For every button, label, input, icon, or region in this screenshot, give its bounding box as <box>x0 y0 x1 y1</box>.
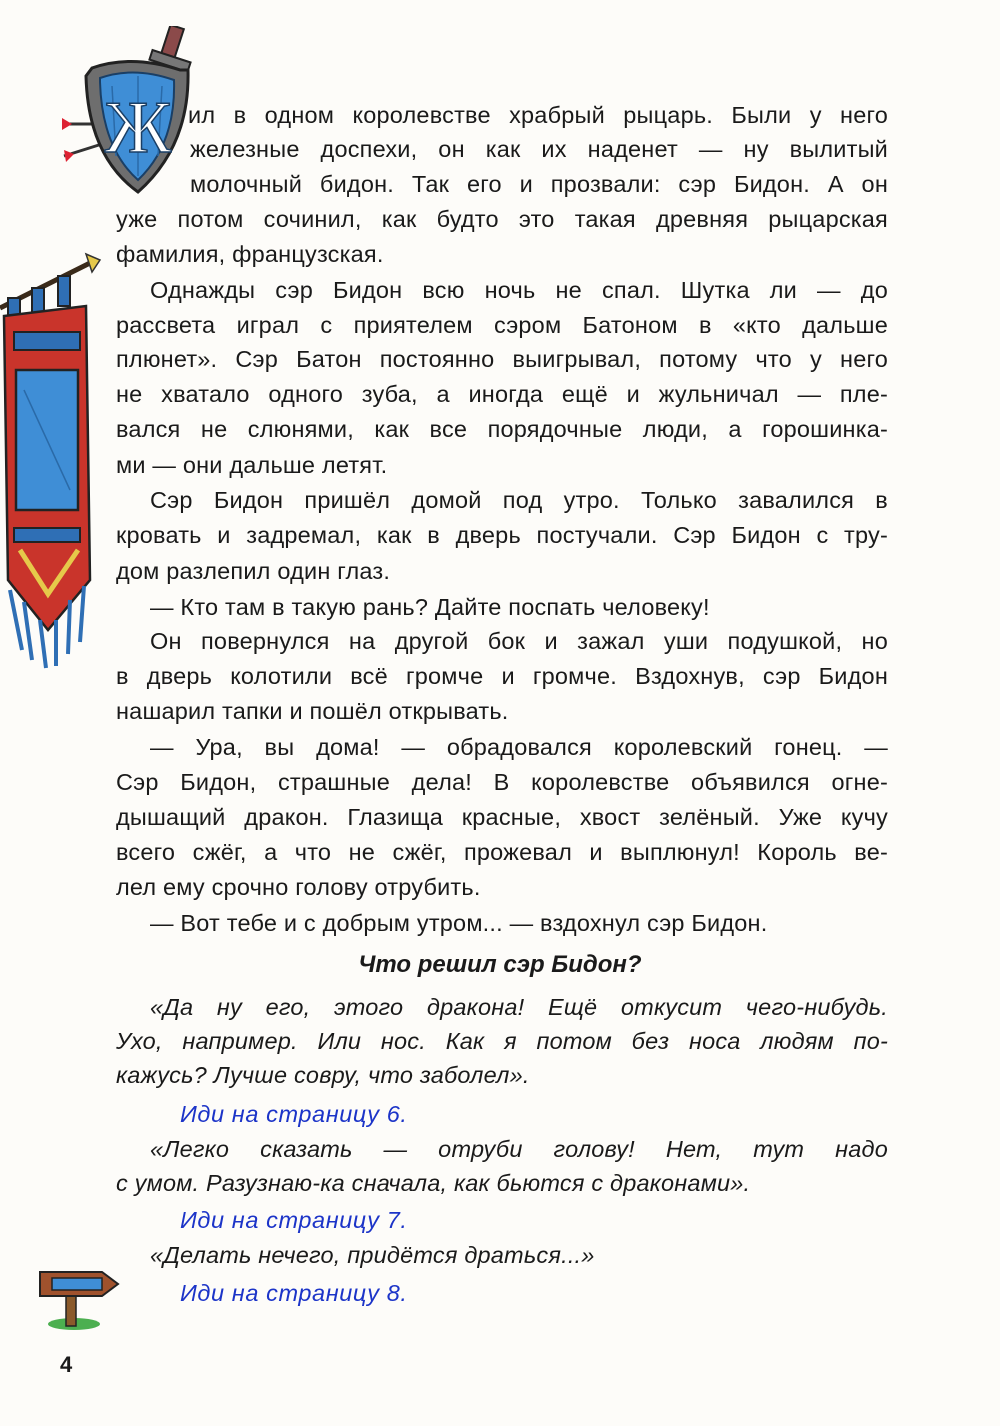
text-line: всего сжёг, а что не сжёг, прожевал и выплюнул! Король ве- <box>116 839 888 865</box>
text-line: молочный бидон. Так его и прозвали: сэр Бидон. А он <box>190 171 888 197</box>
choice-text: Ухо, например. Или нос. Как я потом без носа людям по- <box>116 1028 888 1054</box>
text-line: железные доспехи, он как их наденет — ну вылитый <box>190 136 888 162</box>
text-line: лел ему срочно голову отрубить. <box>116 874 481 900</box>
text-line: в дверь колотили всё громче и громче. Вздохнув, сэр Бидон <box>116 663 888 689</box>
choice-text: с умом. Разузнаю-ка сначала, как бьются с драконами». <box>116 1170 751 1196</box>
page-number: 4 <box>60 1352 73 1377</box>
text-line: рассвета играл с приятелем сэром Батоном в «кто дальше <box>116 312 888 338</box>
choice-text: «Да ну его, этого дракона! Ещё откусит чего-нибудь. <box>150 994 888 1020</box>
go-to-page-7-link[interactable]: Иди на страницу 7. <box>180 1207 408 1233</box>
text-line: — Кто там в такую рань? Дайте поспать человеку! <box>150 594 710 620</box>
text-line: уже потом сочинил, как будто это такая древняя рыцарская <box>116 206 888 232</box>
text-line: Сэр Бидон пришёл домой под утро. Только завалился в <box>150 487 888 513</box>
choice-text: кажусь? Лучше совру, что заболел». <box>116 1062 530 1088</box>
choice-text: «Делать нечего, придётся драться...» <box>150 1242 595 1268</box>
go-to-page-8-link[interactable]: Иди на страницу 8. <box>180 1280 408 1306</box>
text-line: фамилия, французская. <box>116 241 384 267</box>
heraldic-banner-illustration <box>0 250 110 670</box>
text-line: дышащий дракон. Глазища красные, хвост зелёный. Уже кучу <box>116 804 888 830</box>
text-line: ил в одном королевстве храбрый рыцарь. Были у него <box>188 102 888 128</box>
text-line: не хватало одного зуба, а иногда ещё и жульничал — пле- <box>116 381 888 407</box>
text-line: кровать и задремал, как в дверь постучали. Сэр Бидон с тру- <box>116 522 888 548</box>
text-line: ми — они дальше летят. <box>116 452 388 478</box>
text-line: нашарил тапки и пошёл открывать. <box>116 698 509 724</box>
choice-heading: Что решил сэр Бидон? <box>358 951 642 978</box>
choice-text: «Легко сказать — отруби голову! Нет, тут надо <box>150 1136 888 1162</box>
text-line: — Ура, вы дома! — обрадовался королевский гонец. — <box>150 734 888 760</box>
text-line: Однажды сэр Бидон всю ночь не спал. Шутка ли — до <box>150 277 888 303</box>
text-line: Он повернулся на другой бок и зажал уши подушкой, но <box>150 628 888 654</box>
drop-cap-letter: Ж <box>104 87 172 169</box>
shield-drop-cap-illustration <box>62 26 202 196</box>
text-line: дом разлепил один глаз. <box>116 558 391 584</box>
text-line: вался не слюнями, как все порядочные люди, а горошинка- <box>116 416 888 442</box>
go-to-page-6-link[interactable]: Иди на страницу 6. <box>180 1101 408 1127</box>
text-line: плюнет». Сэр Батон постоянно выигрывал, потому что у него <box>116 346 888 372</box>
signpost-icon <box>36 1262 122 1332</box>
text-line: — Вот тебе и с добрым утром... — вздохнул сэр Бидон. <box>150 910 768 936</box>
text-line: Сэр Бидон, страшные дела! В королевстве объявился огне- <box>116 769 888 795</box>
